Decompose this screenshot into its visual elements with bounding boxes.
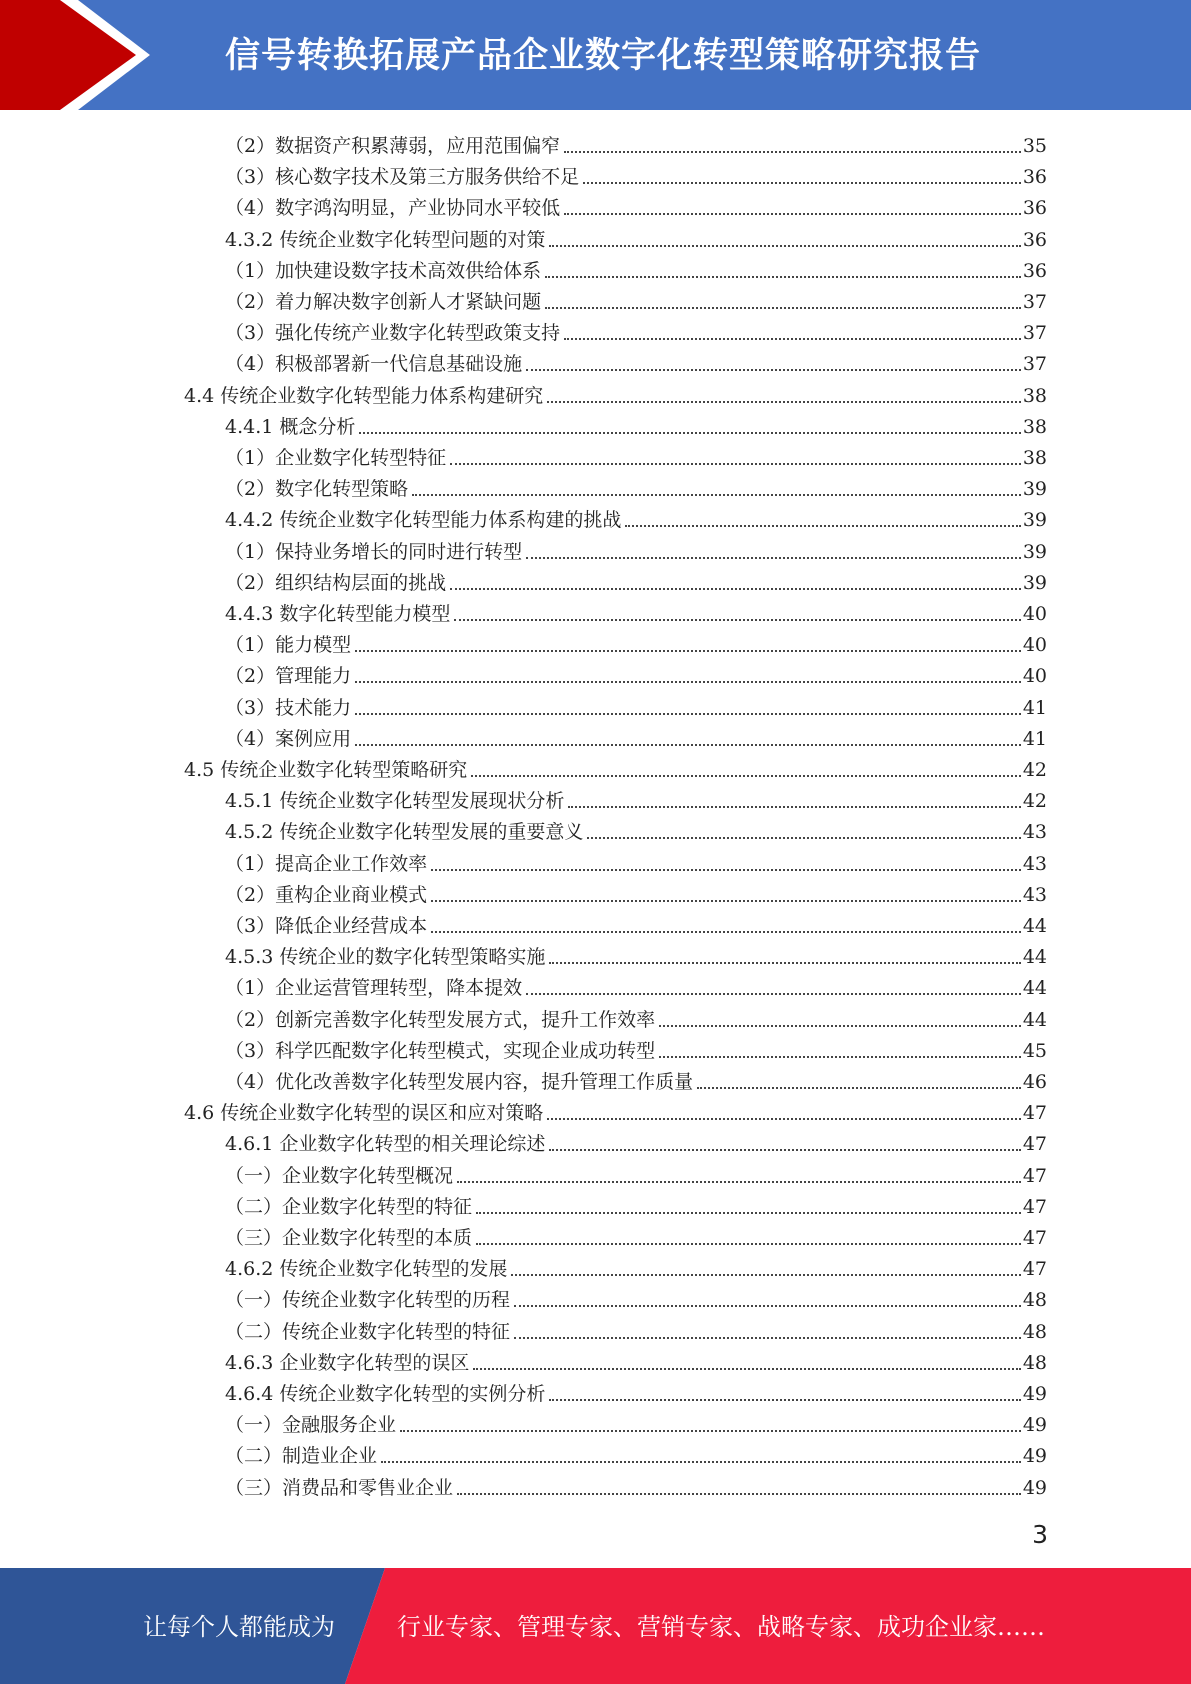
toc-dot-leader [526,557,1021,559]
toc-dot-leader [625,525,1020,527]
toc-dot-leader [454,619,1020,621]
toc-entry-label: 4.6 传统企业数字化转型的误区和应对策略 [184,1102,544,1125]
toc-entry-label: 4.5.1 传统企业数字化转型发展现状分析 [225,790,565,813]
toc-entry-label: （2）组织结构层面的挑战 [225,571,447,594]
toc-entry-label: （二）传统企业数字化转型的特征 [225,1320,511,1343]
toc-dot-leader [450,463,1021,465]
toc-entry-label: （二）制造业企业 [225,1445,378,1468]
toc-dot-leader [659,1056,1021,1058]
toc-entry[interactable] [225,814,1047,845]
toc-entry-page: 36 [1022,228,1047,251]
toc-entry-label: 4.4.3 数字化转型能力模型 [225,603,451,625]
toc-entry[interactable] [225,565,1047,596]
toc-entry[interactable] [225,908,1047,939]
toc-dot-leader [514,1337,1021,1339]
toc-entry[interactable] [184,1095,1047,1126]
toc-dot-leader [355,744,1021,746]
toc-dot-leader [549,962,1020,964]
toc-entry[interactable] [225,1002,1047,1033]
toc-entry-page: 38 [1022,447,1047,469]
toc-dot-leader [549,1149,1020,1151]
toc-entry-label: 4.4.1 概念分析 [225,415,356,438]
toc-dot-leader [526,993,1021,995]
toc-entry[interactable] [225,159,1047,190]
toc-entry-page: 36 [1022,166,1047,189]
toc-entry[interactable] [184,752,1047,783]
toc-entry[interactable] [225,502,1047,533]
toc-dot-leader [545,276,1021,278]
toc-dot-leader [412,494,1021,496]
toc-entry[interactable] [225,1189,1047,1220]
toc-entry[interactable] [225,1376,1047,1407]
toc-entry-page: 43 [1022,883,1047,906]
toc-entry-page: 47 [1022,1102,1047,1125]
toc-dot-leader [450,588,1021,590]
toc-dot-leader [431,869,1021,871]
toc-entry-label: （2）重构企业商业模式 [225,883,428,906]
toc-entry-label: （1）加快建设数字技术高效供给体系 [225,259,542,282]
toc-dot-leader [564,151,1021,153]
toc-entry-label: （3）降低企业经营成本 [225,915,428,937]
toc-entry[interactable] [225,409,1047,440]
toc-dot-leader [381,1461,1021,1463]
toc-entry-page: 48 [1022,1351,1047,1374]
toc-entry-label: （1）提高企业工作效率 [225,852,428,875]
toc-dot-leader [564,213,1021,215]
toc-entry-label: （2）着力解决数字创新人才紧缺问题 [225,291,542,313]
toc-entry-page: 43 [1022,821,1047,844]
toc-dot-leader [568,806,1020,808]
header-arrow-decoration [0,0,170,110]
toc-entry[interactable] [225,939,1047,970]
page-number: 3 [1032,1520,1048,1549]
toc-entry[interactable] [225,471,1047,502]
toc-dot-leader [549,245,1020,247]
toc-entry-page: 44 [1022,915,1047,937]
toc-entry[interactable] [225,1126,1047,1157]
toc-entry-page: 49 [1022,1445,1047,1468]
toc-entry-page: 44 [1022,1008,1047,1031]
toc-dot-leader [359,432,1020,434]
toc-entry-label: 4.5.3 传统企业的数字化转型策略实施 [225,946,546,969]
toc-dot-leader [476,1212,1021,1214]
toc-entry[interactable] [225,253,1047,284]
toc-entry-page: 49 [1022,1476,1047,1499]
toc-dot-leader [514,1305,1021,1307]
toc-entry-label: （一）企业数字化转型概况 [225,1164,454,1187]
toc-entry-page: 47 [1022,1133,1047,1156]
toc-entry-label: （3）技术能力 [225,696,352,719]
toc-dot-leader [526,369,1021,371]
toc-entry-label: （三）企业数字化转型的本质 [225,1227,473,1249]
toc-entry-label: （4）案例应用 [225,727,352,750]
toc-dot-leader [471,775,1021,777]
toc-entry-label: 4.5.2 传统企业数字化转型发展的重要意义 [225,821,584,844]
toc-entry-label: 4.6.4 传统企业数字化转型的实例分析 [225,1383,546,1405]
toc-dot-leader [549,1399,1020,1401]
toc-entry[interactable] [184,378,1047,409]
toc-entry[interactable] [225,877,1047,908]
footer-slogan-left: 让每个人都能成为 [143,1613,335,1641]
page-footer [0,1568,1191,1684]
toc-entry-page: 46 [1022,1071,1047,1093]
toc-entry-page: 44 [1022,946,1047,969]
toc-entry-page: 35 [1022,135,1047,157]
toc-entry[interactable] [225,846,1047,877]
toc-dot-leader [457,1493,1021,1495]
toc-dot-leader [431,900,1021,902]
toc-entry-label: （1）企业数字化转型特征 [225,447,447,469]
toc-entry-label: 4.6.1 企业数字化转型的相关理论综述 [225,1133,546,1156]
toc-entry[interactable] [225,346,1047,377]
toc-dot-leader [511,1274,1020,1276]
toc-entry[interactable] [225,440,1047,471]
toc-entry-label: （1）保持业务增长的同时进行转型 [225,540,523,563]
toc-dot-leader [400,1430,1021,1432]
toc-entry-page: 36 [1022,259,1047,282]
toc-entry-label: 4.6.3 企业数字化转型的误区 [225,1351,470,1374]
toc-entry-label: （3）核心数字技术及第三方服务供给不足 [225,166,580,189]
toc-entry-label: （2）数据资产积累薄弱，应用范围偏窄 [225,135,561,157]
toc-entry-page: 36 [1022,197,1047,220]
toc-entry-page: 40 [1022,634,1047,657]
toc-entry-label: 4.5 传统企业数字化转型策略研究 [184,759,468,781]
toc-entry-label: （一）金融服务企业 [225,1414,397,1437]
toc-entry-page: 37 [1022,322,1047,345]
toc-entry-page: 37 [1022,353,1047,376]
toc-dot-leader [547,401,1021,403]
toc-entry-label: 4.4.2 传统企业数字化转型能力体系构建的挑战 [225,509,622,532]
toc-entry[interactable] [225,627,1047,658]
toc-entry-page: 47 [1022,1258,1047,1281]
toc-entry[interactable] [225,1251,1047,1282]
toc-entry-label: （2）数字化转型策略 [225,478,409,501]
toc-entry-page: 37 [1022,291,1047,313]
toc-dot-leader [547,1118,1021,1120]
toc-entry-page: 42 [1022,759,1047,781]
toc-entry-label: （一）传统企业数字化转型的历程 [225,1289,511,1312]
toc-entry[interactable] [225,1470,1047,1501]
toc-entry[interactable] [225,190,1047,221]
toc-entry[interactable] [225,1407,1047,1438]
toc-dot-leader [476,1243,1021,1245]
toc-entry[interactable] [225,1438,1047,1469]
toc-entry[interactable] [225,284,1047,315]
toc-entry-label: （3）强化传统产业数字化转型政策支持 [225,322,561,345]
toc-entry-page: 49 [1022,1383,1047,1405]
toc-entry-label: （1）企业运营管理转型，降本提效 [225,977,523,1000]
toc-dot-leader [431,931,1021,933]
toc-entry-page: 44 [1022,977,1047,1000]
toc-entry-label: 4.3.2 传统企业数字化转型问题的对策 [225,228,546,251]
toc-entry-page: 47 [1022,1195,1047,1218]
toc-entry[interactable] [225,658,1047,689]
toc-entry-page: 39 [1022,509,1047,532]
toc-entry-page: 41 [1022,696,1047,719]
toc-entry[interactable] [225,783,1047,814]
toc-entry-label: （2）创新完善数字化转型发展方式，提升工作效率 [225,1008,656,1031]
toc-entry-page: 48 [1022,1320,1047,1343]
toc-entry-page: 47 [1022,1227,1047,1249]
toc-entry[interactable] [225,222,1047,253]
toc-entry[interactable] [225,721,1047,752]
toc-entry-page: 49 [1022,1414,1047,1437]
toc-entry[interactable] [225,1064,1047,1095]
toc-entry[interactable] [225,128,1047,159]
toc-dot-leader [587,837,1020,839]
toc-entry-label: （4）数字鸿沟明显，产业协同水平较低 [225,197,561,220]
toc-entry-label: （3）科学匹配数字化转型模式，实现企业成功转型 [225,1039,656,1062]
toc-entry-page: 39 [1022,540,1047,563]
toc-dot-leader [545,307,1021,309]
toc-entry[interactable] [225,1314,1047,1345]
toc-entry-page: 38 [1022,384,1047,407]
toc-dot-leader [355,681,1021,683]
toc-dot-leader [457,1181,1021,1183]
toc-dot-leader [564,338,1021,340]
toc-entry-page: 45 [1022,1039,1047,1062]
toc-entry-label: 4.6.2 传统企业数字化转型的发展 [225,1258,508,1281]
toc-entry-label: （三）消费品和零售业企业 [225,1476,454,1499]
toc-entry-page: 47 [1022,1164,1047,1187]
toc-entry-page: 39 [1022,478,1047,501]
toc-entry[interactable] [225,1158,1047,1189]
toc-entry[interactable] [225,1033,1047,1064]
footer-slogan-right: 行业专家、管理专家、营销专家、战略专家、成功企业家…… [397,1613,1045,1641]
report-title: 信号转换拓展产品企业数字化转型策略研究报告 [225,36,982,76]
toc-dot-leader [473,1368,1020,1370]
toc-entry-page: 40 [1022,665,1047,688]
toc-entry-label: （4）积极部署新一代信息基础设施 [225,353,523,376]
toc-entry-page: 39 [1022,571,1047,594]
toc-dot-leader [355,650,1021,652]
toc-entry[interactable] [225,1220,1047,1251]
toc-entry[interactable] [225,315,1047,346]
toc-dot-leader [583,182,1021,184]
toc-entry-label: （2）管理能力 [225,665,352,688]
toc-entry-page: 40 [1022,603,1047,625]
toc-entry[interactable] [225,690,1047,721]
toc-entry-page: 48 [1022,1289,1047,1312]
toc-entry-label: （二）企业数字化转型的特征 [225,1195,473,1218]
toc-entry[interactable] [225,596,1047,627]
toc-entry-page: 38 [1022,415,1047,438]
toc-entry-label: 4.4 传统企业数字化转型能力体系构建研究 [184,384,544,407]
toc-dot-leader [697,1087,1021,1089]
toc-entry[interactable] [225,970,1047,1001]
toc-dot-leader [355,713,1021,715]
toc-entry-label: （4）优化改善数字化转型发展内容，提升管理工作质量 [225,1071,694,1093]
toc-dot-leader [659,1025,1021,1027]
toc-entry-label: （1）能力模型 [225,634,352,657]
toc-entry[interactable] [225,1282,1047,1313]
toc-entry-page: 41 [1022,727,1047,750]
toc-entry[interactable] [225,534,1047,565]
toc-entry-page: 43 [1022,852,1047,875]
toc-entry[interactable] [225,1345,1047,1376]
page-header [0,0,1191,110]
toc-entry-page: 42 [1022,790,1047,813]
